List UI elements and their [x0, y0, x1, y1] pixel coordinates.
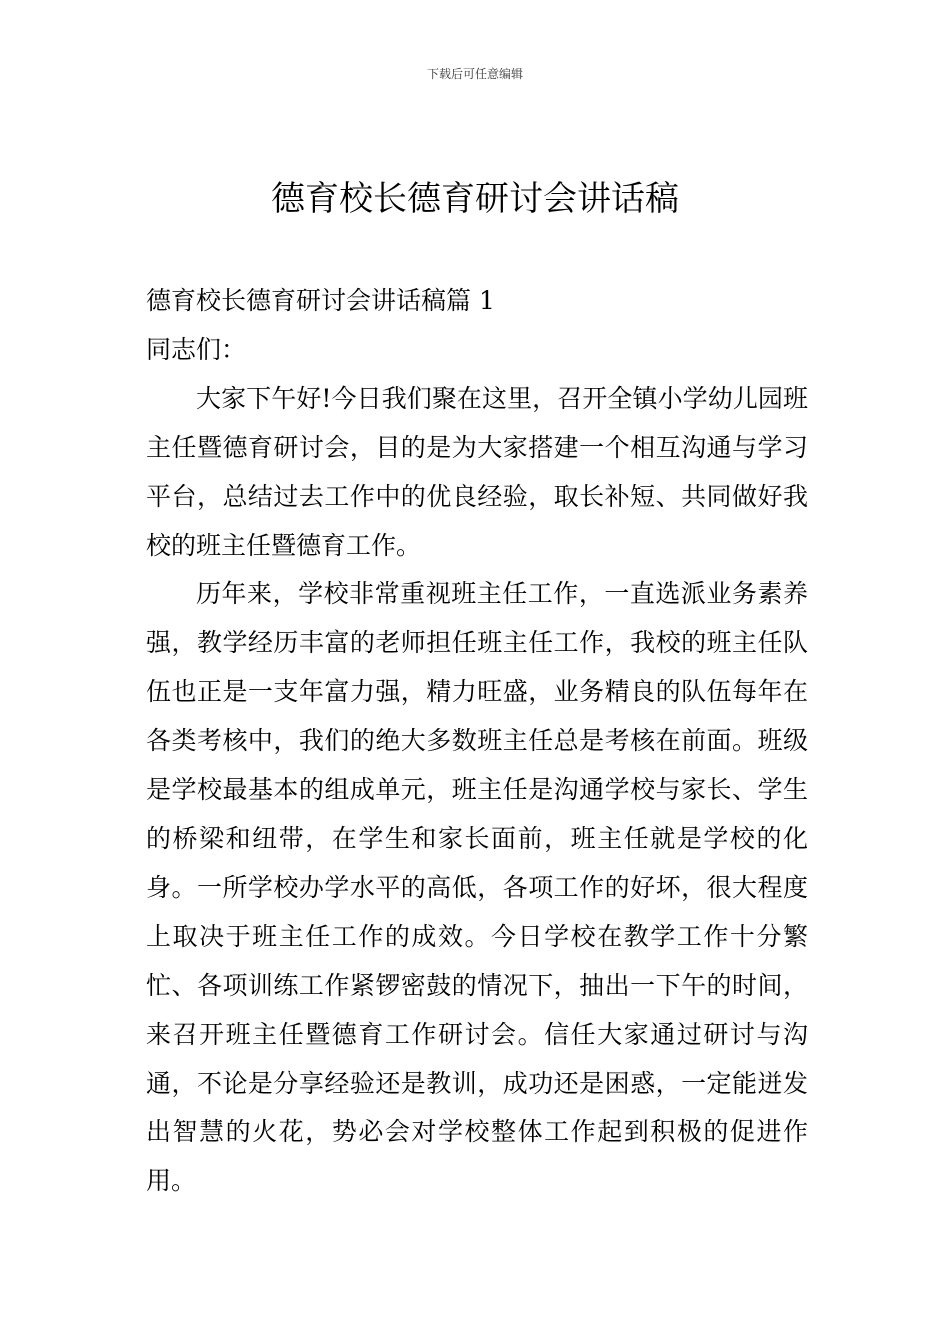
section-subtitle: 德育校长德育研讨会讲话稿篇 1 — [146, 286, 495, 315]
paragraph-2: 历年来，学校非常重视班主任工作，一直选派业务素养强，教学经历丰富的老师担任班主任工作，我校的班主任队伍也正是一支年富力强，精力旺盛，业务精良的队伍每年在各类考核中，我们的绝大多数班主任总是考核在前面。班级是学校最基本的组成单元，班主任是沟通学校与家长、学生的桥梁和纽带，在学生和家长面前，班主任就是学校的化身。一所学校办学水平的高低，各项工作的好坏，很大程度上取决于班主任工作的成效。今日学校在教学工作十分繁忙、各项训练工作紧锣密鼓的情况下，抽出一下午的时间，来召开班主任暨德育工作研讨会。信任大家通过研讨与沟通，不论是分享经验还是教训，成功还是困惑，一定能迸发出智慧的火花，势必会对学校整体工作起到积极的促进作用。 — [146, 579, 808, 1196]
header-note: 下载后可任意编辑 — [426, 67, 523, 81]
paragraph-1: 大家下午好!今日我们聚在这里，召开全镇小学幼儿园班主任暨德育研讨会，目的是为大家搭建一个相互沟通与学习平台，总结过去工作中的优良经验，取长补短、共同做好我校的班主任暨德育工作。 — [146, 383, 808, 560]
document-body — [146, 277, 808, 1206]
document-title: 德育校长德育研讨会讲话稿 — [271, 179, 679, 219]
salutation: 同志们： — [146, 334, 247, 364]
